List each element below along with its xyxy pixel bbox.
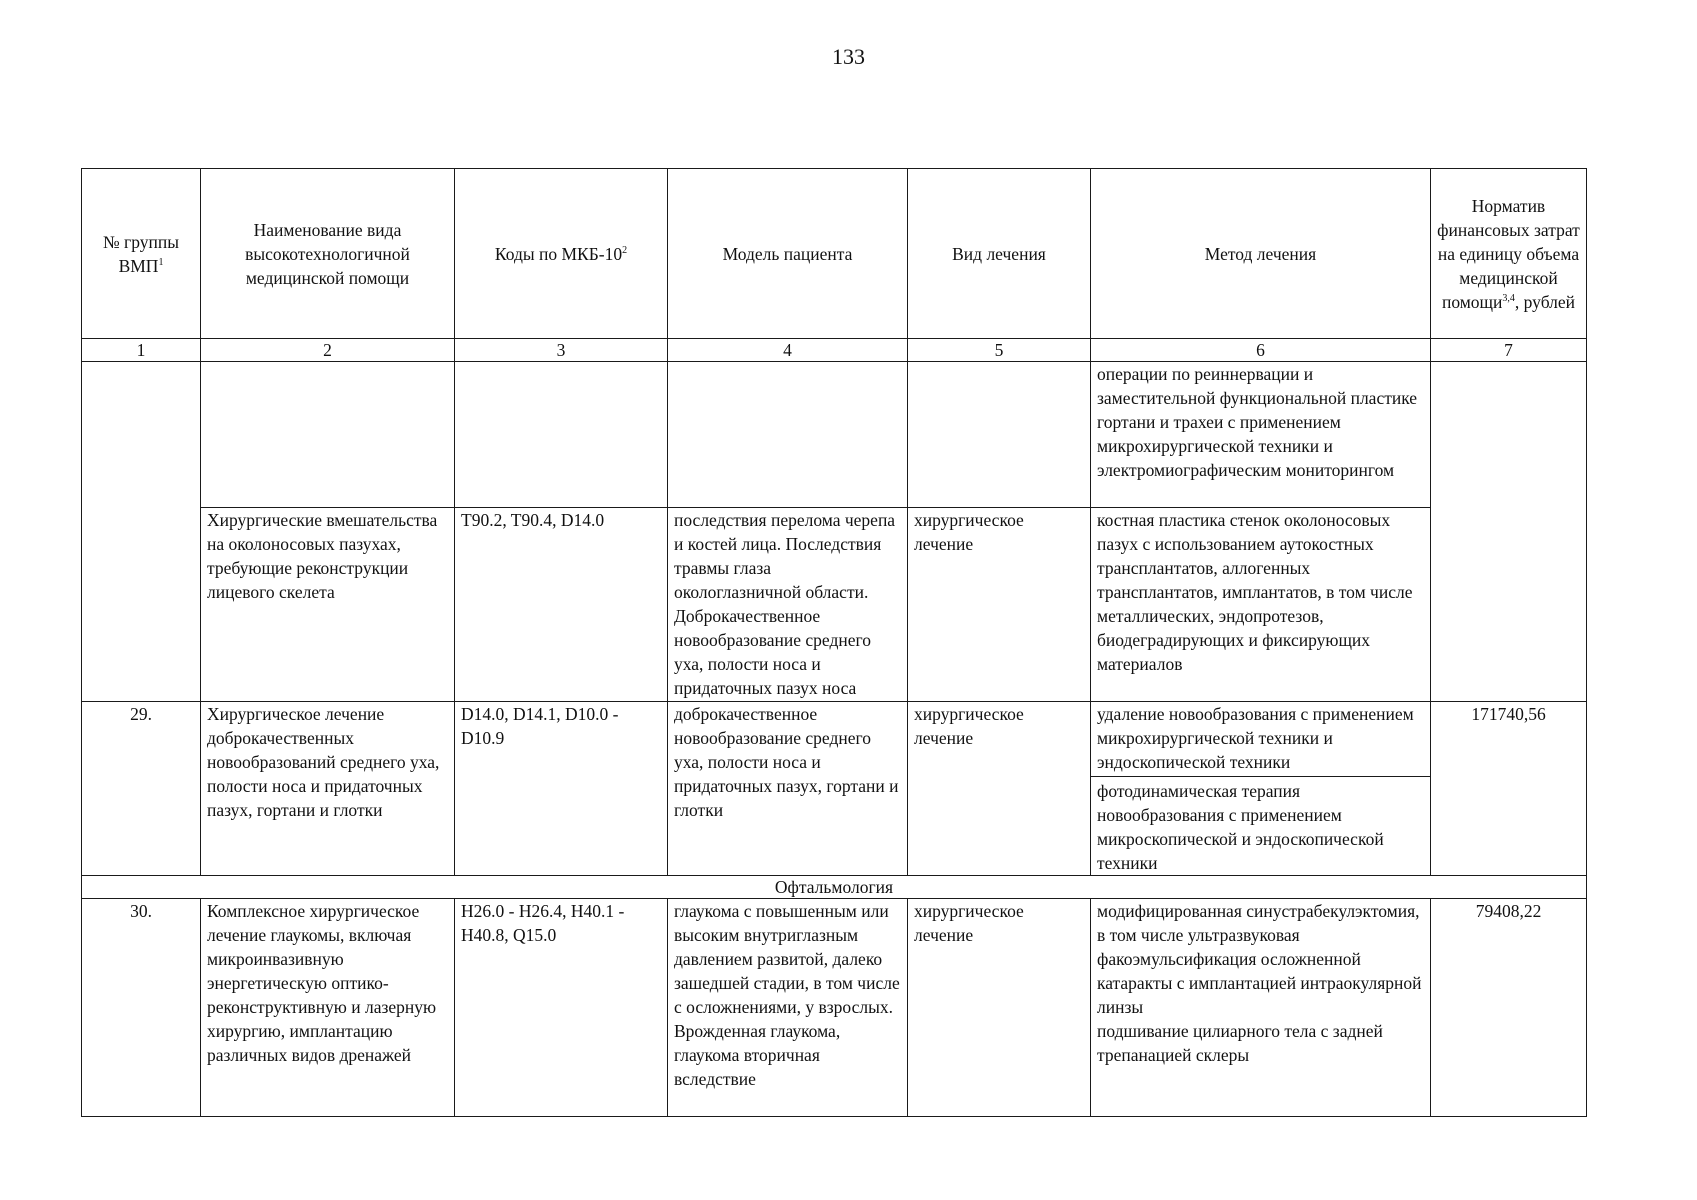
group-number-cell: 30. — [82, 899, 201, 1117]
column-number: 7 — [1431, 339, 1587, 362]
care-type-cell: Хирургические вмешательства на околоносовых пазухах, требующие реконструкции лицевого скелета — [201, 508, 455, 702]
header-cost-standard: Норматив финансовых затрат на единицу объема медицинской помощи$^{3,4}$, рублей — [1431, 169, 1587, 339]
icd-codes-cell: H26.0 - H26.4, H40.1 - H40.8, Q15.0 — [455, 899, 668, 1117]
column-number: 5 — [908, 339, 1091, 362]
table-row — [82, 508, 1587, 702]
header-care-type-name: Наименование вида высокотехнологичной медицинской помощи — [201, 169, 455, 339]
treatment-method-item: модифицированная синустрабекулэктомия, в том числе ультразвуковая факоэмульсификация осложненной катаракты с имплантацией интраокулярной линзы — [1097, 901, 1422, 1017]
table-row — [82, 702, 1587, 876]
header-treatment-type: Вид лечения — [908, 169, 1091, 339]
column-number: 6 — [1091, 339, 1431, 362]
cost-cell: 171740,56 — [1431, 702, 1587, 876]
cost-cell — [1431, 362, 1587, 702]
icd-codes-cell: T90.2, T90.4, D14.0 — [455, 508, 668, 702]
patient-model-cell: глаукома с повышенным или высоким внутриглазным давлением развитой, далеко зашедшей стадии, в том числе с осложнениями, у взрослых. Врожденная глаукома, глаукома вторичная вследствие — [668, 899, 908, 1117]
treatment-method-cell — [1091, 899, 1431, 1117]
page-number: 133 — [832, 44, 865, 69]
treatment-method-cell: костная пластика стенок околоносовых пазух с использованием аутокостных трансплантатов, аллогенных трансплантатов, имплантатов, в том числе металлических, эндопротезов, биодеградирующих и фиксирующих материалов — [1091, 508, 1431, 702]
care-type-cell: Комплексное хирургическое лечение глаукомы, включая микроинвазивную энергетическую оптико-реконструктивную и лазерную хирургию, имплантацию различных видов дренажей — [201, 899, 455, 1117]
icd-codes-cell — [455, 362, 668, 508]
group-number-cell — [82, 362, 201, 702]
vmp-table — [81, 168, 1587, 1117]
cost-cell: 79408,22 — [1431, 899, 1587, 1117]
patient-model-cell — [668, 362, 908, 508]
column-numbers-row — [82, 339, 1587, 362]
column-number: 2 — [201, 339, 455, 362]
header-group-number: № группы ВМП$^1$ — [82, 169, 201, 339]
table-row — [82, 899, 1587, 1117]
header-treatment-method: Метод лечения — [1091, 169, 1431, 339]
patient-model-cell: последствия перелома черепа и костей лица. Последствия травмы глаза окологлазничной области. Доброкачественное новообразование среднего уха, полости носа и придаточных пазух носа — [668, 508, 908, 702]
treatment-type-cell: хирургическое лечение — [908, 702, 1091, 876]
table-row — [82, 362, 1587, 508]
icd-codes-cell: D14.0, D14.1, D10.0 - D10.9 — [455, 702, 668, 876]
column-number: 3 — [455, 339, 668, 362]
treatment-type-cell: хирургическое лечение — [908, 508, 1091, 702]
header-row — [82, 169, 1587, 339]
column-number: 4 — [668, 339, 908, 362]
section-row — [82, 876, 1587, 899]
treatment-type-cell: хирургическое лечение — [908, 899, 1091, 1117]
care-type-cell: Хирургическое лечение доброкачественных новообразований среднего уха, полости носа и придаточных пазух, гортани и глотки — [201, 702, 455, 876]
treatment-method-item: подшивание цилиарного тела с задней трепанацией склеры — [1097, 1021, 1383, 1065]
treatment-method-cell: операции по реиннервации и заместительной функциональной пластике гортани и трахеи с применением микрохирургической техники и электромиографическим мониторингом — [1091, 362, 1431, 508]
patient-model-cell: доброкачественное новообразование среднего уха, полости носа и придаточных пазух, гортани и глотки — [668, 702, 908, 876]
header-icd-codes: Коды по МКБ-$10^2$ — [455, 169, 668, 339]
treatment-method-item: фотодинамическая терапия новообразования с применением микроскопической и эндоскопической техники — [1091, 776, 1430, 875]
treatment-type-cell — [908, 362, 1091, 508]
section-title: Офтальмология — [82, 876, 1587, 899]
treatment-method-cell — [1091, 702, 1431, 876]
header-patient-model: Модель пациента — [668, 169, 908, 339]
group-number-cell: 29. — [82, 702, 201, 876]
care-type-cell — [201, 362, 455, 508]
column-number: 1 — [82, 339, 201, 362]
treatment-method-item: удаление новообразования с применением микрохирургической техники и эндоскопической техники — [1097, 704, 1414, 772]
